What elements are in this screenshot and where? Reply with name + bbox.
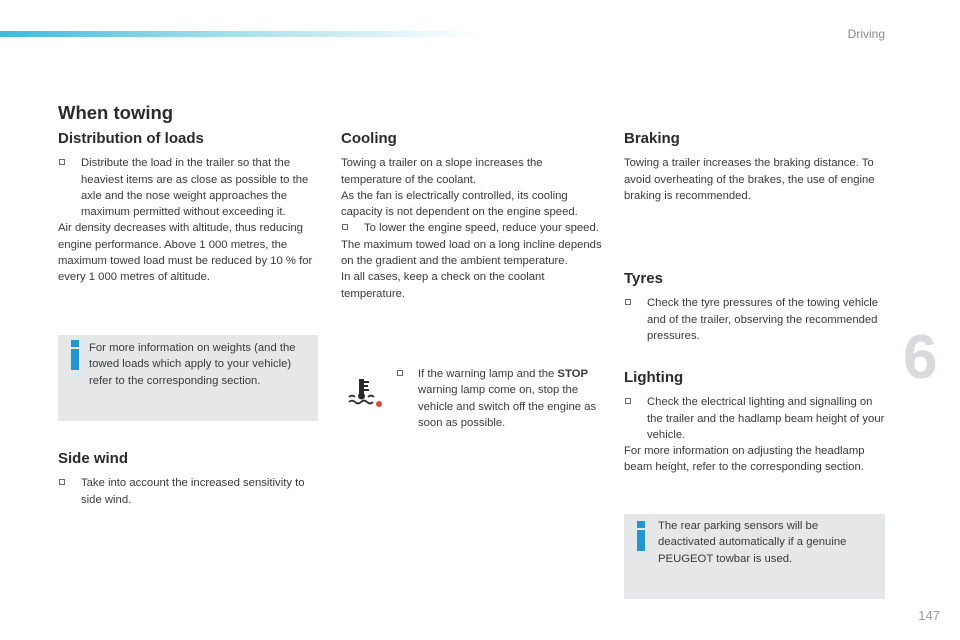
- page-number: 147: [918, 608, 940, 623]
- lighting-section: [624, 370, 886, 476]
- side-wind-section: [58, 451, 320, 508]
- cooling-paragraph-2: As the fan is electrically controlled, its cooling capacity is not dependent on the engine speed.: [341, 189, 578, 219]
- side-wind-bullet: Take into account the increased sensitivity to side wind.: [58, 475, 320, 508]
- info-box-weights: [58, 335, 318, 421]
- bullet-square-icon: [59, 479, 65, 485]
- cooling-paragraph-1: Towing a trailer on a slope increases the temperature of the coolant.: [341, 157, 543, 186]
- bullet-square-icon: [59, 159, 65, 165]
- bullet-square-icon: [397, 370, 403, 376]
- altitude-paragraph: Air density decreases with altitude, thus reducing engine performance. Above 1 000 metres, the maximum towed load must be reduced by 10 % for every 1 000 metres of altitude.: [58, 222, 313, 284]
- page-title: When towing: [58, 102, 174, 123]
- info-icon: [69, 339, 81, 371]
- column-middle: [341, 131, 603, 302]
- coolant-temperature-icon: [347, 378, 383, 408]
- info-weights-text: For more information on weights (and the towed loads which apply to your vehicle) refer to the corresponding section.: [89, 342, 296, 387]
- cooling-paragraph-3: The maximum towed load on a long incline depends on the gradient and the ambient temperature.: [341, 238, 602, 268]
- side-wind-heading: Side wind: [58, 450, 129, 467]
- tyres-section: [624, 271, 886, 344]
- tyres-heading: Tyres: [624, 270, 663, 287]
- lighting-bullet: Check the electrical lighting and signalling on the trailer and the hadlamp beam height of your vehicle.: [624, 394, 886, 443]
- cooling-paragraph-4: In all cases, keep a check on the coolant temperature.: [341, 271, 545, 300]
- column-right: [624, 131, 886, 204]
- lighting-heading: Lighting: [624, 369, 684, 386]
- cooling-heading: Cooling: [341, 130, 397, 147]
- info-icon: [635, 520, 647, 552]
- tyres-bullet: Check the tyre pressures of the towing vehicle and of the trailer, observing the recommended pressures.: [624, 295, 886, 344]
- distribution-heading: Distribution of loads: [58, 130, 204, 147]
- info-box-parking-sensors: [624, 514, 885, 599]
- bullet-square-icon: [625, 299, 631, 305]
- warning-bullet: If the warning lamp and the STOP warning lamp come on, stop the vehicle and switch off the engine as soon as possible.: [396, 366, 601, 431]
- column-left: [58, 131, 320, 286]
- header-accent-bar: [0, 31, 480, 37]
- lighting-paragraph: For more information on adjusting the headlamp beam height, refer to the corresponding section.: [624, 445, 865, 474]
- stop-label: STOP: [557, 368, 588, 380]
- bullet-square-icon: [342, 224, 348, 230]
- bullet-square-icon: [625, 398, 631, 404]
- cooling-bullet: To lower the engine speed, reduce your speed.: [341, 220, 603, 236]
- braking-heading: Braking: [624, 130, 680, 147]
- distribution-bullet: Distribute the load in the trailer so that the heaviest items are as close as possible to the axle and the nose weight approaches the maximum permitted without exceeding it.: [58, 155, 320, 220]
- warning-lamp-note: [396, 366, 601, 431]
- chapter-number: 6: [903, 323, 938, 392]
- info-parking-text: The rear parking sensors will be deactivated automatically if a genuine PEUGEOT towbar is used.: [658, 520, 847, 565]
- braking-paragraph: Towing a trailer increases the braking distance. To avoid overheating of the brakes, the use of engine braking is recommended.: [624, 157, 875, 202]
- section-label: Driving: [847, 27, 885, 41]
